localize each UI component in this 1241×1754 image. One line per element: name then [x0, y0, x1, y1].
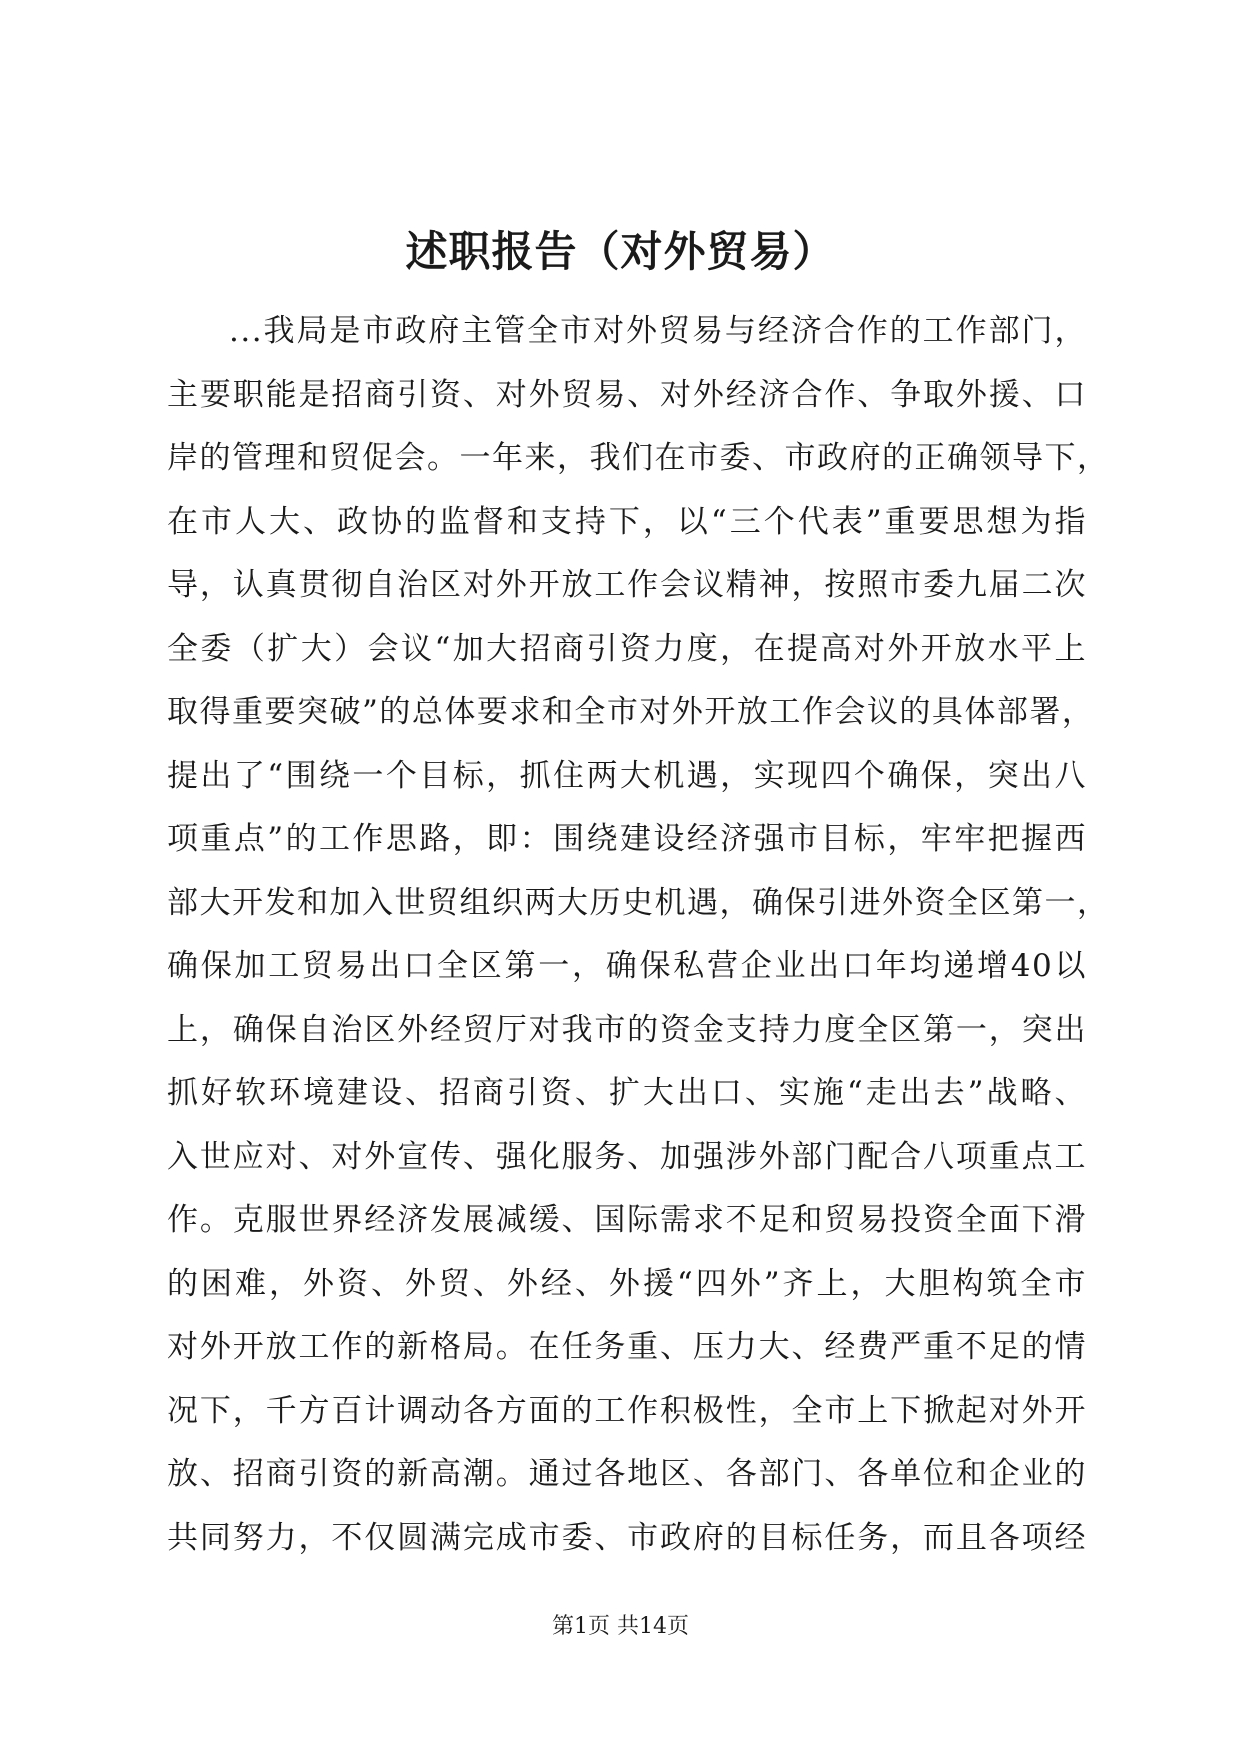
body-line: ...我局是市政府主管全市对外贸易与经济合作的工作部门， [229, 313, 1087, 349]
body-line: 上，确保自治区外经贸厅对我市的资金支持力度全区第一，突出 [167, 1011, 1087, 1048]
body-line: 提出了“围绕一个目标，抓住两大机遇，实现四个确保，突出八 [167, 757, 1087, 794]
body-line: 入世应对、对外宣传、强化服务、加强涉外部门配合八项重点工 [167, 1138, 1087, 1175]
body-line: 项重点”的工作思路，即：围绕建设经济强市目标，牢牢把握西 [167, 821, 1087, 857]
body-line: 的困难，外资、外贸、外经、外援“四外”齐上，大胆构筑全市 [167, 1265, 1087, 1302]
body-line: 确保加工贸易出口全区第一，确保私营企业出口年均递增40以 [167, 948, 1087, 984]
body-line: 共同努力，不仅圆满完成市委、市政府的目标任务，而且各项经 [167, 1519, 1087, 1556]
body-line: 在市人大、政协的监督和支持下，以“三个代表”重要思想为指 [167, 503, 1087, 540]
body-line: 作。克服世界经济发展减缓、国际需求不足和贸易投资全面下滑 [167, 1202, 1087, 1238]
document-body [167, 300, 1110, 1570]
page-number-footer: 第1页 共14页 [552, 1614, 689, 1639]
document-title: 述职报告（对外贸易） [405, 227, 836, 276]
body-line: 全委（扩大）会议“加大招商引资力度，在提高对外开放水平上 [167, 630, 1087, 667]
body-line: 对外开放工作的新格局。在任务重、压力大、经费严重不足的情 [167, 1329, 1087, 1365]
body-line: 岸的管理和贸促会。一年来，我们在市委、市政府的正确领导下， [167, 440, 1110, 476]
body-line: 抓好软环境建设、招商引资、扩大出口、实施“走出去”战略、 [167, 1075, 1087, 1111]
body-line: 导，认真贯彻自治区对外开放工作会议精神，按照市委九届二次 [167, 567, 1087, 603]
body-line: 放、招商引资的新高潮。通过各地区、各部门、各单位和企业的 [167, 1456, 1087, 1492]
body-line: 部大开发和加入世贸组织两大历史机遇，确保引进外资全区第一， [167, 884, 1110, 921]
body-line: 况下，千方百计调动各方面的工作积极性，全市上下掀起对外开 [167, 1392, 1087, 1429]
body-line: 取得重要突破”的总体要求和全市对外开放工作会议的具体部署， [167, 694, 1095, 730]
body-line: 主要职能是招商引资、对外贸易、对外经济合作、争取外援、口 [167, 376, 1087, 413]
